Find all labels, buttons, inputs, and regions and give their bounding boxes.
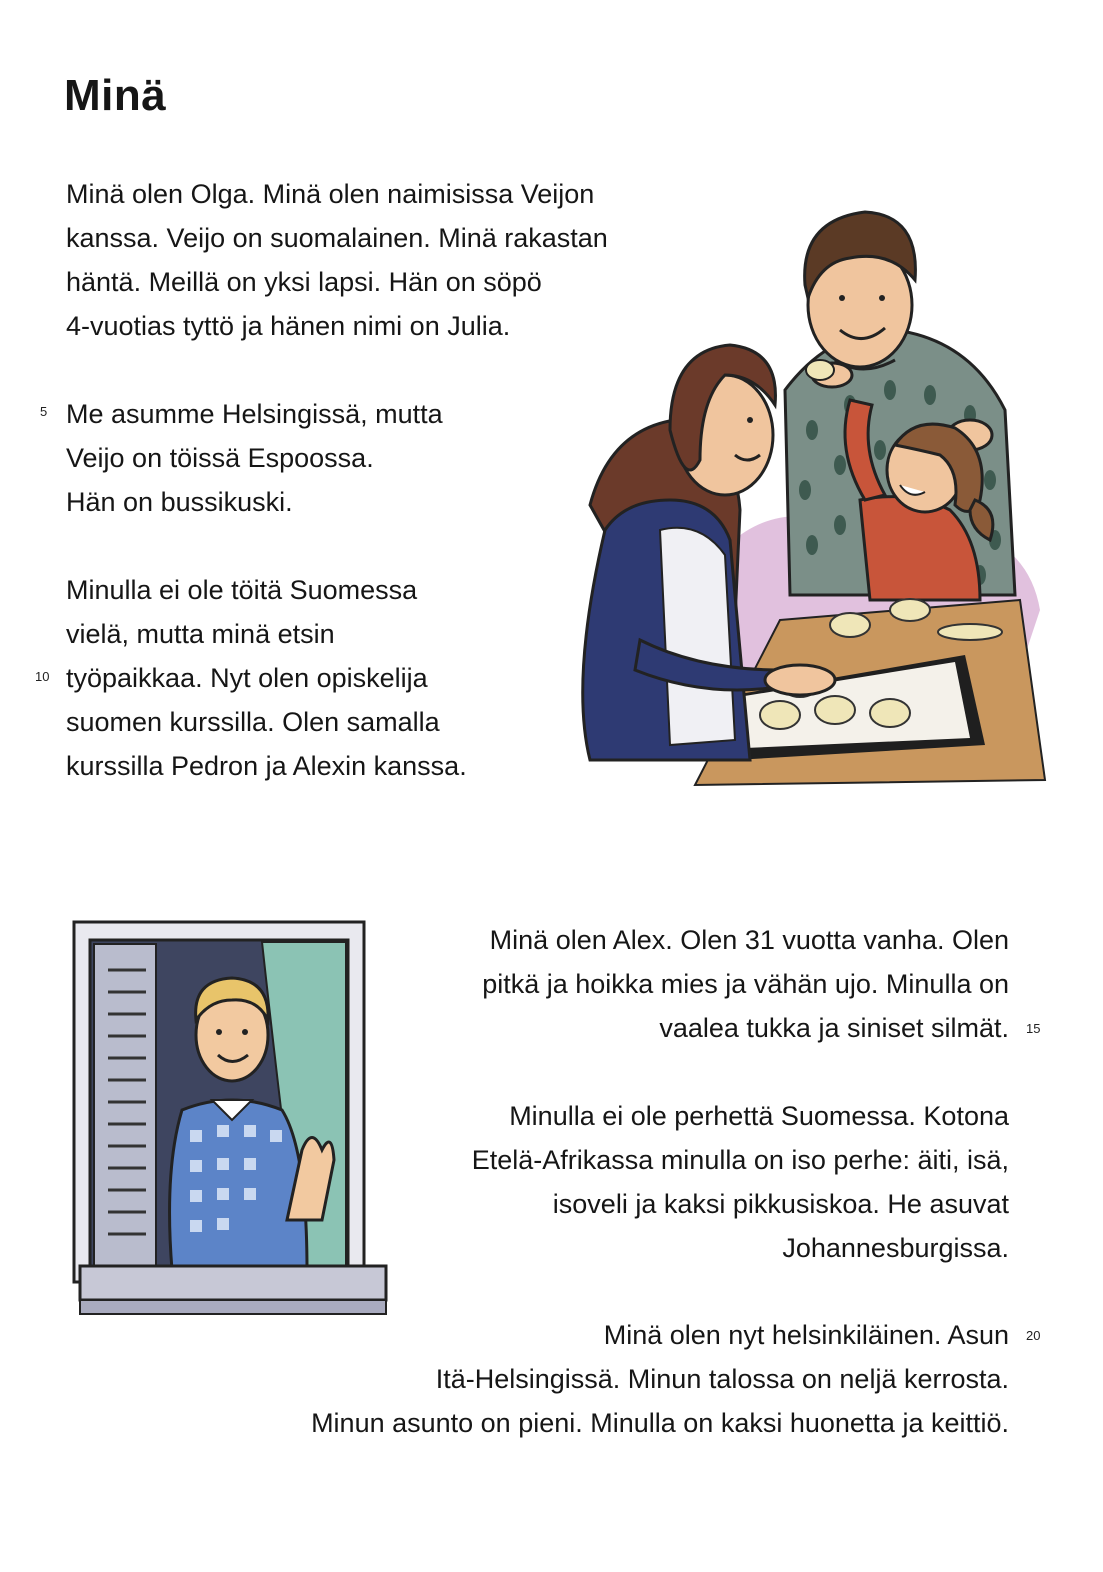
text-line: Etelä-Afrikassa minulla on iso perhe: äiti, isä, (471, 1145, 1009, 1175)
text-line: suomen kurssilla. Olen samalla (66, 707, 440, 737)
line-number: 15 (1026, 1021, 1041, 1036)
page-title: Minä (64, 71, 167, 120)
text-line: Minä olen Alex. Olen 31 vuotta vanha. Olen (489, 925, 1009, 955)
text-line: isoveli ja kaksi pikkusiskoa. He asuvat (552, 1189, 1009, 1219)
text-line: vielä, mutta minä etsin (66, 619, 335, 649)
text-line: Veijo on töissä Espoossa. (66, 443, 374, 473)
text-line: Minun asunto on pieni. Minulla on kaksi huonetta ja keittiö. (311, 1408, 1009, 1438)
alex-paragraph-2 (472, 1094, 1009, 1270)
text-line: 4-vuotias tyttö ja hänen nimi on Julia. (66, 311, 511, 341)
olga-paragraph-3 (66, 568, 467, 788)
olga-paragraph-1 (66, 172, 608, 348)
alex-window-illustration (72, 920, 390, 1318)
line-number: 5 (40, 404, 48, 419)
text-line: vaalea tukka ja siniset silmät. (659, 1013, 1009, 1043)
line-number: 10 (35, 669, 50, 684)
alex-paragraph-3 (311, 1313, 1009, 1445)
text-line: Minä olen nyt helsinkiläinen. Asun (603, 1320, 1009, 1350)
text-line: työpaikkaa. Nyt olen opiskelija (66, 663, 428, 693)
text-line: kurssilla Pedron ja Alexin kanssa. (66, 751, 467, 781)
text-line: Minulla ei ole töitä Suomessa (66, 575, 418, 605)
text-line: Itä-Helsingissä. Minun talossa on neljä kerrosta. (435, 1364, 1009, 1394)
text-line: häntä. Meillä on yksi lapsi. Hän on söpö (66, 267, 542, 297)
family-baking-illustration (550, 200, 1050, 795)
olga-paragraph-2 (66, 392, 443, 524)
text-line: kanssa. Veijo on suomalainen. Minä rakastan (66, 223, 608, 253)
text-line: Hän on bussikuski. (66, 487, 293, 517)
text-line: Minä olen Olga. Minä olen naimisissa Veijon (66, 179, 595, 209)
text-line: Johannesburgissa. (782, 1233, 1009, 1263)
alex-paragraph-1 (482, 918, 1009, 1050)
text-line: Me asumme Helsingissä, mutta (66, 399, 443, 429)
text-line: pitkä ja hoikka mies ja vähän ujo. Minulla on (482, 969, 1009, 999)
line-number: 20 (1026, 1328, 1041, 1343)
text-line: Minulla ei ole perhettä Suomessa. Kotona (509, 1101, 1009, 1131)
